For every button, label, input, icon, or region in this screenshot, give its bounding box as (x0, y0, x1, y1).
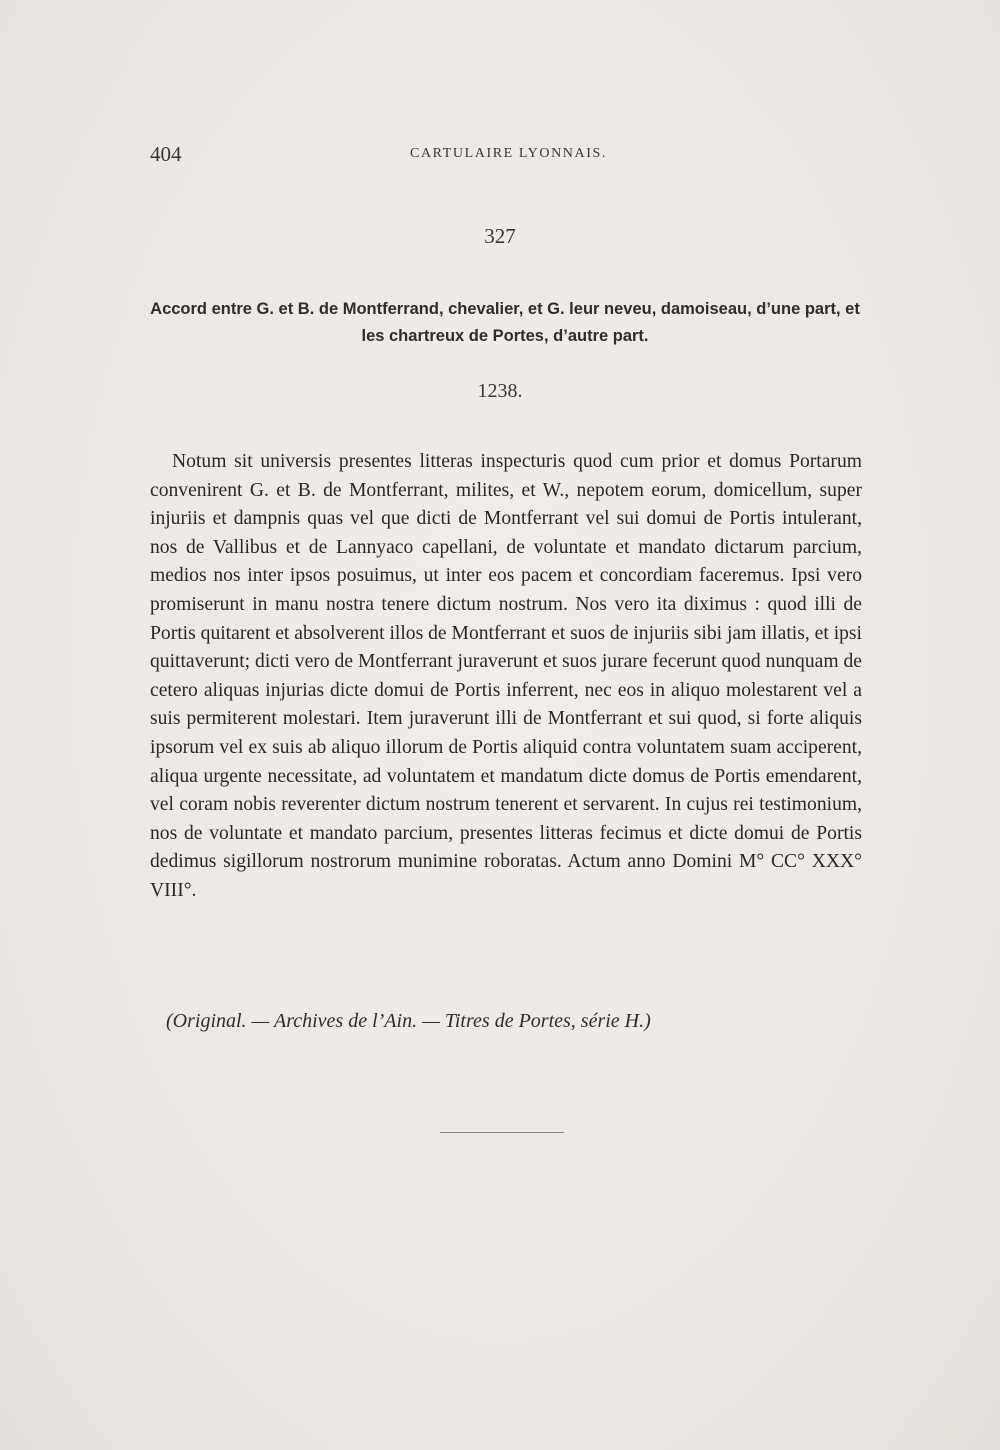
page-number: 404 (150, 142, 182, 166)
document-date: 1238. (477, 380, 523, 402)
document-title: Accord entre G. et B. de Montferrand, chevalier, et G. leur neveu, damoiseau, d’une part, et les chartreux de Portes, d’autre part. (150, 300, 860, 345)
end-rule (440, 1132, 564, 1133)
source-note: (Original. — Archives de l’Ain. — Titres de Portes, série H.) (166, 1010, 651, 1032)
running-title: CARTULAIRE LYONNAIS. (410, 146, 607, 161)
document-number: 327 (484, 224, 516, 248)
running-head (150, 142, 862, 166)
charter-text: Notum sit universis presentes litteras inspecturis quod cum prior et domus Portarum convenirent G. et B. de Montferrant, milites, et W., nepotem eorum, domicellum, super injuriis et dampnis quas vel que dicti de Montferrant vel sui domui de Portis intulerant, nos de Vallibus et de Lannyaco capellani, de voluntate et mandato dictarum parcium, medios nos inter ipsos posuimus, ut inter eos pacem et concordiam faceremus. Ipsi vero promiserunt in manu nostra tenere dictum nostrum. Nos vero ita diximus : quod illi de Portis quitarent et absolverent illos de Montferrant et suos de injuriis sibi jam illatis, et ipsi quittaverunt; dicti vero de Montferrant juraverunt et suos jurare fecerunt quod nunquam de cetero aliquas injurias dicte domui de Portis inferrent, nec eos in aliquo molestarent vel a suis permiterent molestari. Item juraverunt illi de Montferrant et sui quod, si forte aliquis ipsorum vel ex suis ab aliquo illorum de Portis aliquid contra voluntatem suam acciperent, aliqua urgente necessitate, ad voluntatem et mandatum dicte domus de Portis emendarent, vel coram nobis reverenter dictum nostrum tenerent et servarent. In cujus rei testimonium, nos de voluntate et mandato parcium, presentes litteras fecimus et dicte domui de Portis dedimus sigillorum nostrorum munimine roboratas. Actum anno Domini M° CC° XXX° VIII°. (150, 451, 862, 901)
